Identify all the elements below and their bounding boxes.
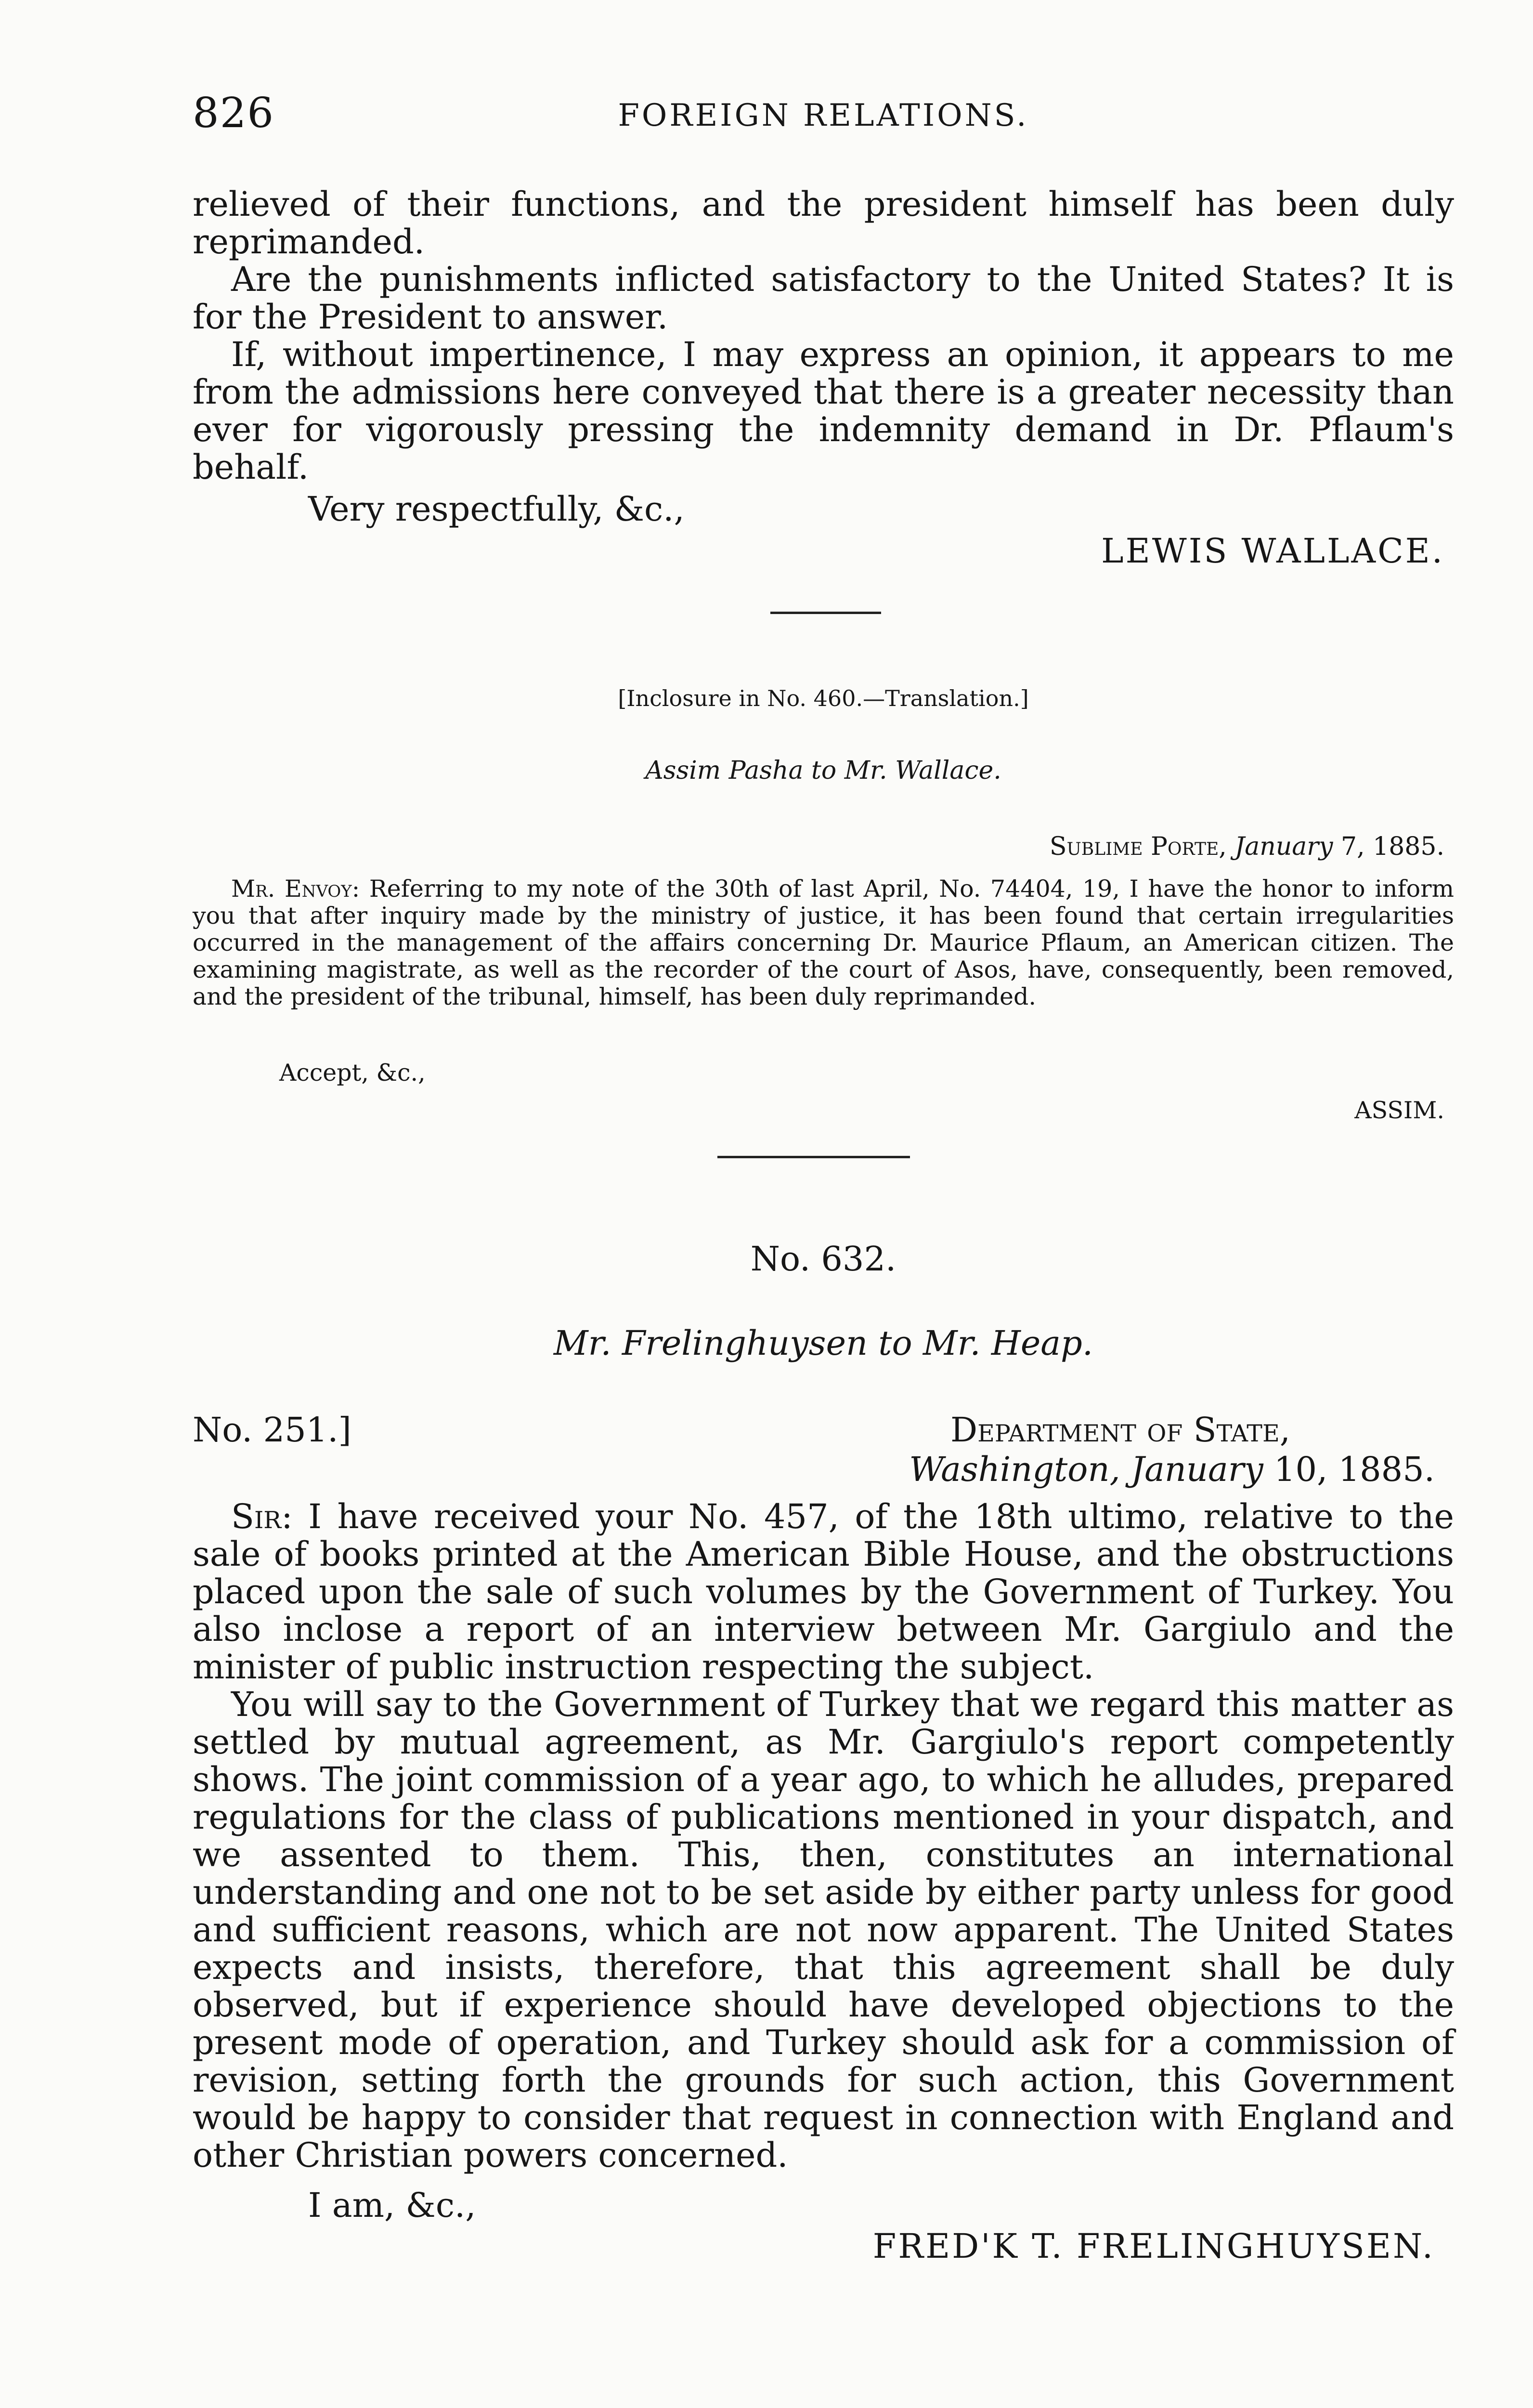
paragraph: If, without impertinence, I may express an opinion, it appears to me from the admissions here conveyed that there is a greater necessity than ever for vigorously pressing the indemnity demand in Dr. Pflaum's behalf. [193, 335, 1454, 487]
date: January [1131, 1450, 1263, 1489]
body-text: Referring to my note of the 30th of last April, No. 74404, 19, I have the honor to inform you that after inquiry made by the ministry of justice, it has been found that certain irregularities occurred in the management of the affairs concerning Dr. Maurice Pflaum, an American citizen. The examining magistrate, as well as the recorder of the court of Asos, have, consequently, been removed, and the president of the tribunal, himself, has been duly reprimanded. [193, 875, 1454, 1010]
divider [717, 1156, 910, 1158]
letter-continuation [193, 185, 1454, 486]
inclosure-closing: Accept, &c., [279, 1059, 426, 1086]
page-number: 826 [193, 89, 275, 137]
inclosure-signature: ASSIM. [1354, 1097, 1444, 1124]
paragraph: You will say to the Government of Turkey that we regard this matter as settled by mutual agreement, as Mr. Gargiulo's report competently shows. The joint commission of a year ago, to which he alludes, prepared regulations for the class of publications mentioned in your dispatch, and we assented to them. This, then, constitutes an international understanding and one not to be set aside by either party unless for good and sufficient reasons, which are not now apparent. The United States expects and insists, therefore, that this agreement shall be duly observed, but if experience should have developed objections to the present mode of operation, and Turkey should ask for a commission of revision, setting forth the grounds for such action, this Government would be happy to consider that request in connection with England and other Christian powers concerned. [193, 1685, 1454, 2175]
divider [770, 612, 881, 614]
inclosure-body [193, 876, 1454, 1010]
dateline-place: Sublime Porte, [1049, 832, 1227, 861]
dateline-2 [193, 1451, 1435, 1488]
dateline-year: 7, 1885. [1340, 832, 1444, 861]
body-text: I have received your No. 457, of the 18th ultimo, relative to the sale of books printed at the American Bible House, and the obstructions placed upon the sale of such volumes by the Government of Turkey. You also inclose a report of an interview between Mr. Gargiulo and the minister of public instruction respecting the subject. [193, 1497, 1454, 1687]
year: 10, 1885. [1274, 1450, 1435, 1489]
document-title: Mr. Frelinghuysen to Mr. Heap. [553, 1323, 1093, 1363]
dateline-date: January [1234, 832, 1333, 861]
signature: FRED'K T. FRELINGHUYSEN. [872, 2226, 1435, 2266]
dateline [193, 833, 1444, 860]
document-page [193, 0, 1454, 2408]
paragraph: Are the punishments inflicted satisfactory to the United States? It is for the President to answer. [193, 260, 1454, 337]
salutation: Mr. Envoy: [231, 875, 360, 903]
paragraph: relieved of their functions, and the president himself has been duly reprimanded. [193, 184, 1454, 262]
document-body [193, 1498, 1454, 2174]
closing: Very respectfully, &c., [308, 489, 685, 529]
inclosure-label: [Inclosure in No. 460.—Translation.] [618, 685, 1029, 711]
closing: I am, &c., [308, 2186, 476, 2225]
signature: LEWIS WALLACE. [1101, 531, 1444, 571]
place: Washington, [909, 1450, 1120, 1489]
page-header [193, 89, 1454, 142]
document-number: No. 632. [750, 1239, 896, 1279]
running-title: FOREIGN RELATIONS. [618, 98, 1029, 133]
salutation: Sir: [231, 1497, 293, 1536]
inclosure-title: Assim Pasha to Mr. Wallace. [645, 756, 1001, 785]
department-name: Department of State, [950, 1410, 1290, 1450]
reference-number: No. 251.] [193, 1410, 351, 1450]
